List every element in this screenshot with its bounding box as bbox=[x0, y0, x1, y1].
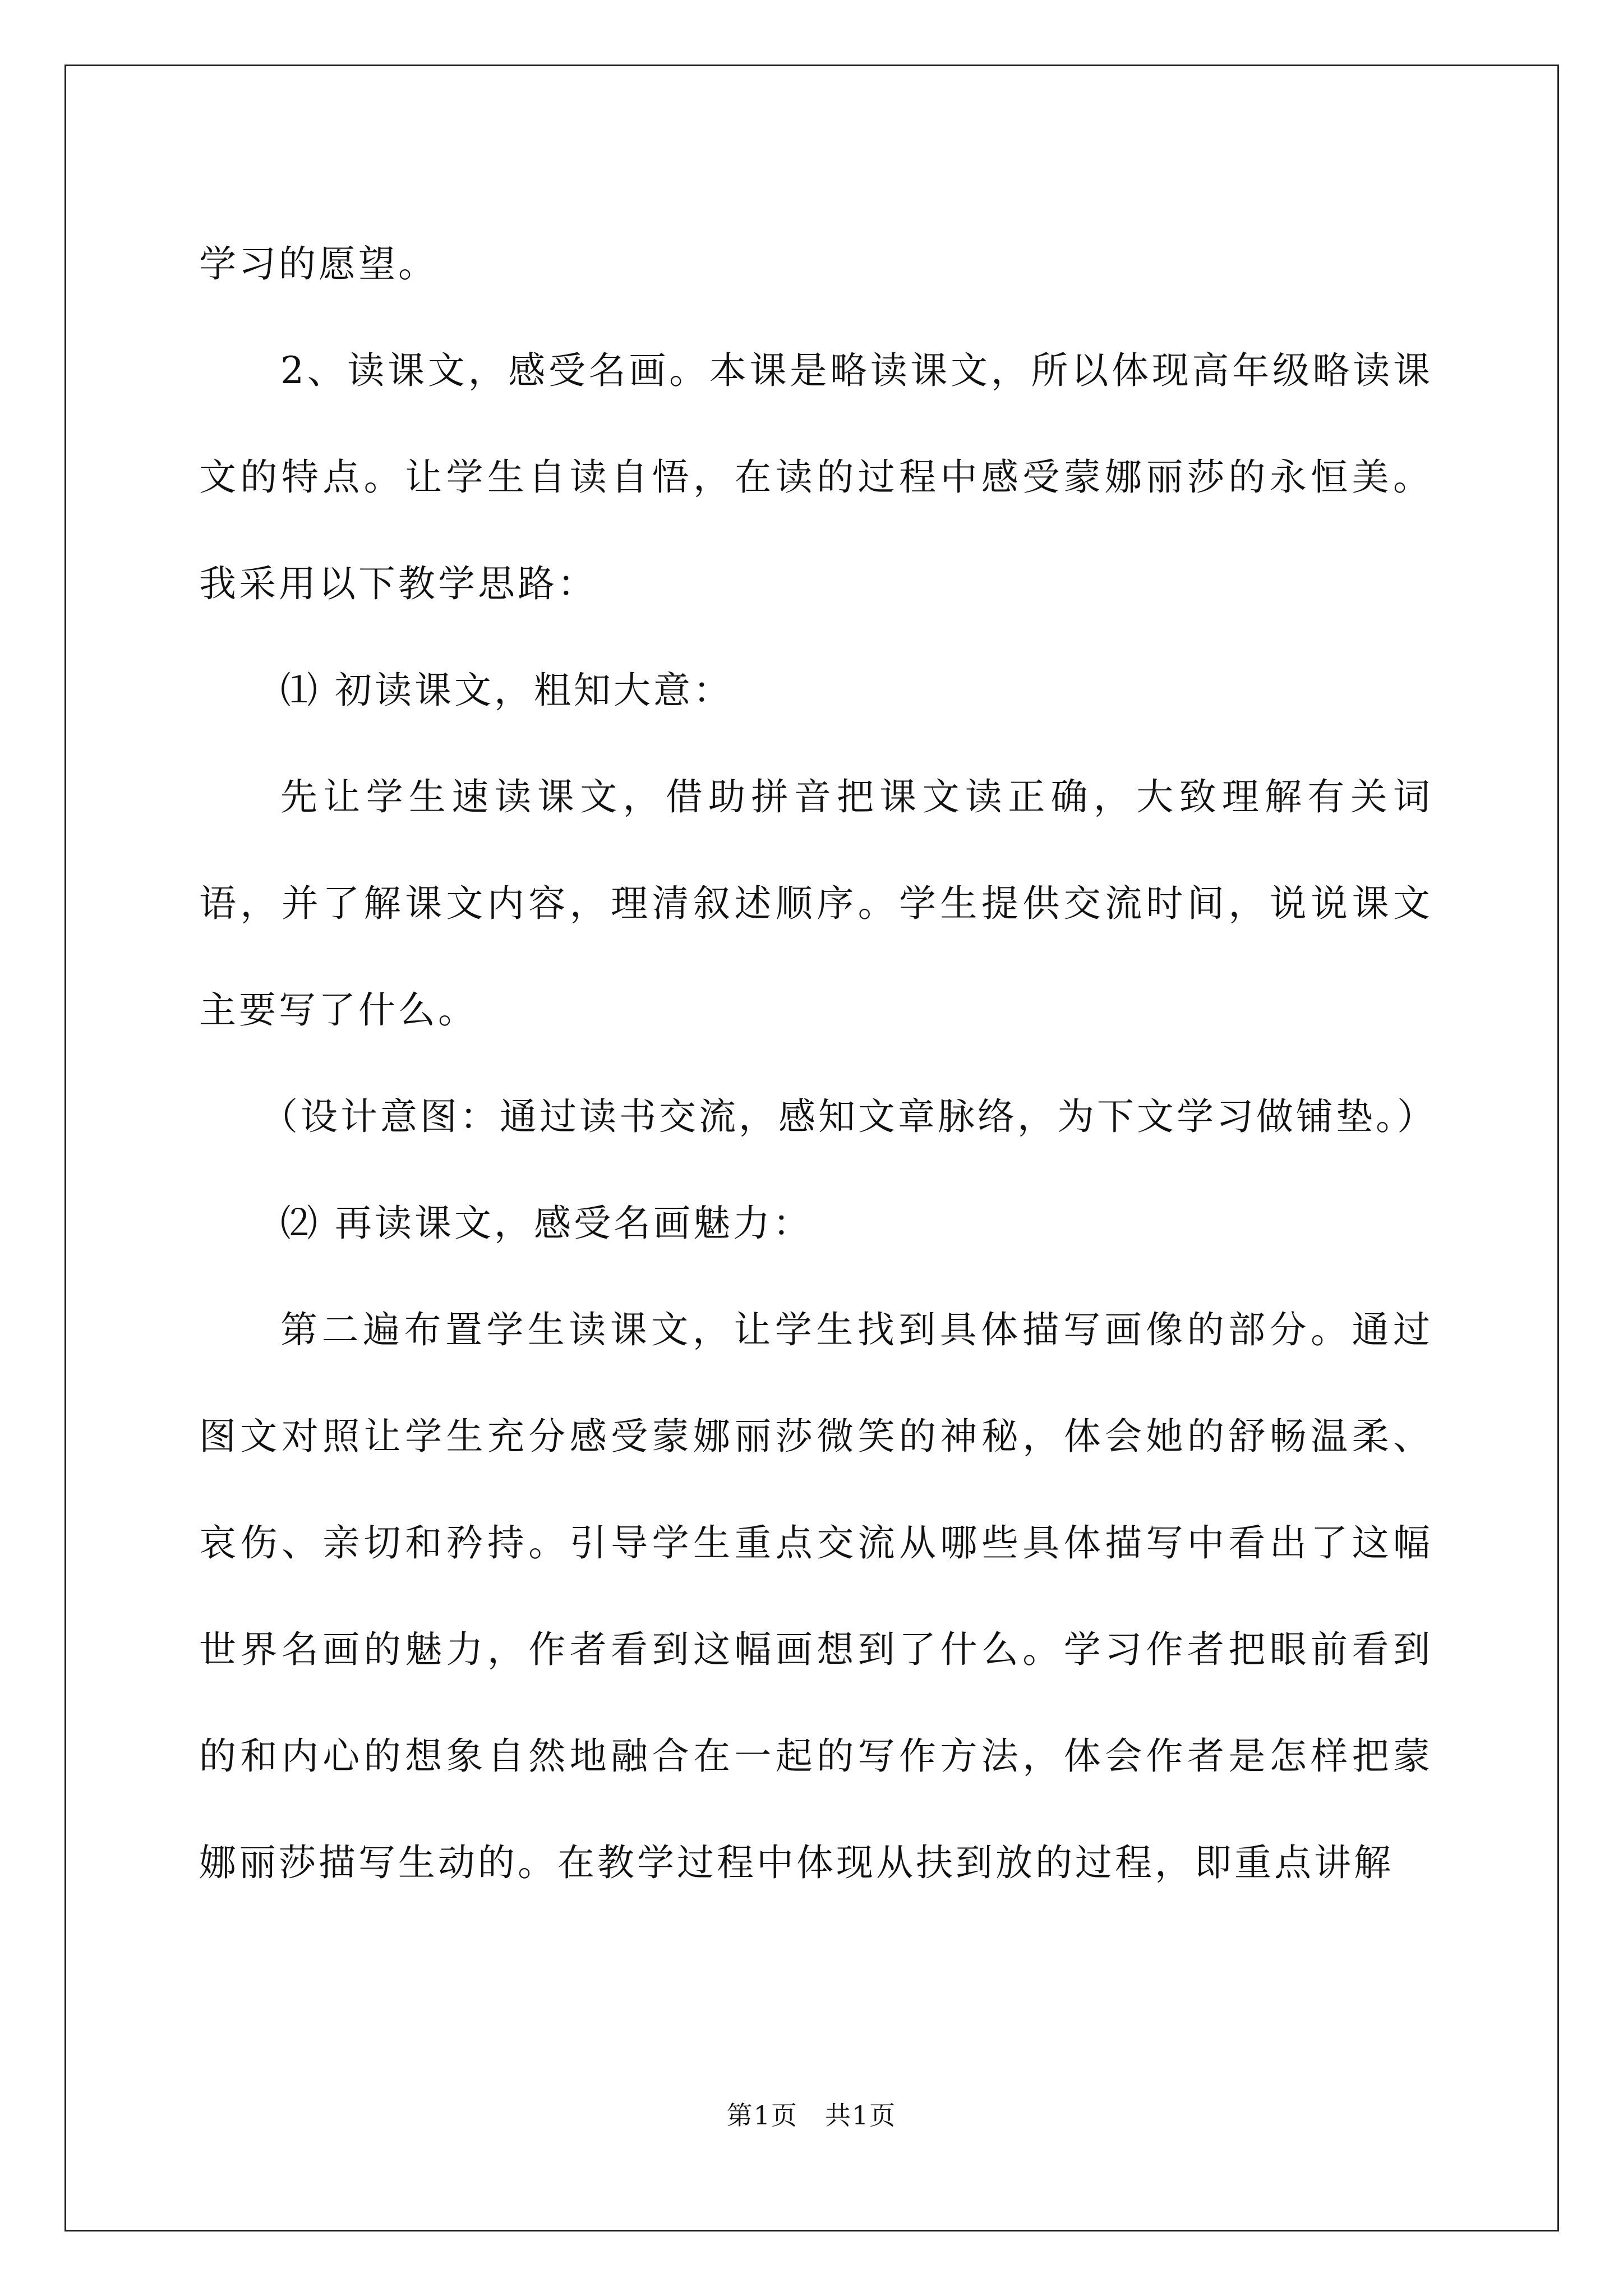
paragraph-read-text: 2、读课文，感受名画。本课是略读课文，所以体现高年级略读课文的特点。让学生自读自悟，在读的过程中感受蒙娜丽莎的永恒美。我采用以下教学思路： bbox=[199, 349, 1433, 605]
paragraph-design-intent: （设计意图：通过读书交流，感知文章脉络，为下文学习做铺垫。） bbox=[261, 1095, 1437, 1138]
paragraph-step-1-body: 先让学生速读课文，借助拼音把课文读正确，大致理解有关词语，并了解课文内容，理清叙述顺序。学生提供交流时间，说说课文主要写了什么。 bbox=[199, 775, 1433, 1032]
paragraph-step-2-heading: ⑵ 再读课文，感受名画魅力： bbox=[280, 1202, 813, 1245]
document-body bbox=[199, 211, 1437, 1916]
paragraph-step-2-body: 第二遍布置学生读课文，让学生找到具体描写画像的部分。通过图文对照让学生充分感受蒙娜丽莎微笑的神秘，体会她的舒畅温柔、哀伤、亲切和矜持。引导学生重点交流从哪些具体描写中看出了这幅世界名画的魅力，作者看到这幅画想到了什么。学习作者把眼前看到的和内心的想象自然地融合在一起的写作方法，体会作者是怎样把蒙娜丽莎描写生动的。在教学过程中体现从扶到放的过程，即重点讲解 bbox=[199, 1308, 1433, 1884]
paragraph-continuation: 学习的愿望。 bbox=[199, 242, 438, 286]
page-footer: 第1页 共1页 bbox=[726, 2100, 897, 2131]
paragraph-step-1-heading: ⑴ 初读课文，粗知大意： bbox=[280, 669, 733, 712]
